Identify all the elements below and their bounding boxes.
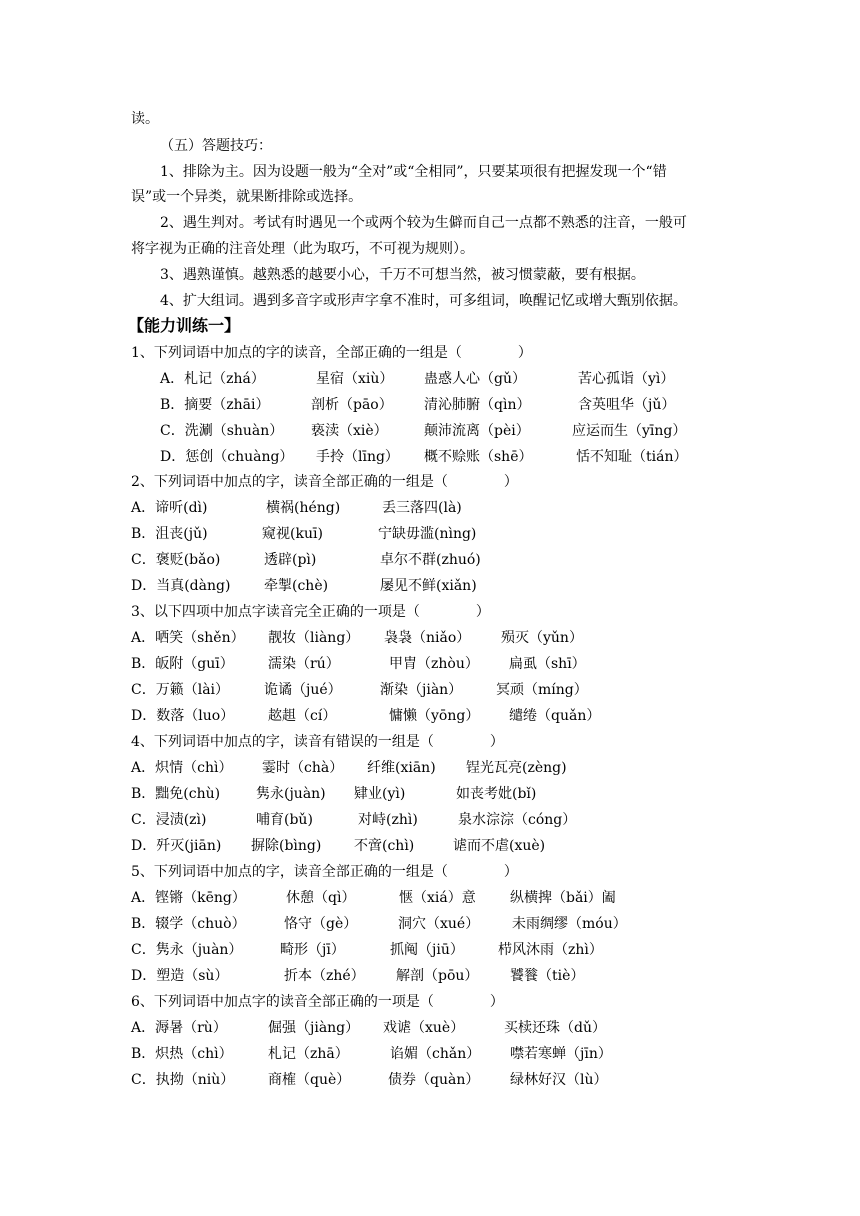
option-item: 绿林好汉（lù）	[510, 1072, 608, 1088]
option-item: 未雨绸缪（móu）	[512, 916, 627, 932]
option-item: 渐染（jiàn）	[380, 682, 463, 698]
question-stem: 6、下列词语中加点字的读音全部正确的一项是（ ）	[131, 994, 504, 1010]
option-item: 哺育(bǔ)	[256, 812, 313, 828]
option-item: 亵渎（xiè）	[311, 423, 388, 439]
option-item: 札记（zhā）	[268, 1046, 349, 1062]
option-item: B．炽热（chì）	[131, 1046, 233, 1062]
option-item: 锃光瓦亮(zèng)	[466, 760, 567, 776]
intro-line-7: 3、遇熟谨慎。越熟悉的越要小心，千万不可想当然，被习惯蒙蔽，要有根据。	[160, 267, 645, 283]
option-item: 窥视(kuī)	[262, 526, 323, 542]
option-item: 卓尔不群(zhuó)	[380, 552, 481, 568]
option-item: D．惩创（chuàng）	[160, 449, 294, 465]
option-item: 畸形（jī）	[280, 942, 345, 958]
option-item: D．数落（luo）	[131, 708, 235, 724]
option-item: 摒除(bìng)	[251, 838, 322, 854]
option-item: 解剖（pōu）	[396, 968, 479, 984]
option-item: 濡染（rú）	[268, 656, 340, 672]
option-item: B．辍学（chuò）	[131, 916, 246, 932]
option-item: 饕餮（tiè）	[510, 968, 585, 984]
intro-line-4: 误”或一个异类，就果断排除或选择。	[131, 189, 363, 205]
intro-line-1: 读。	[131, 111, 159, 127]
option-item: 手拎（līng）	[316, 449, 399, 465]
option-item: 颠沛流离（pèi）	[424, 423, 530, 439]
option-item: 肄业(yì)	[354, 786, 406, 802]
option-item: 甲胄（zhòu）	[389, 656, 479, 672]
option-item: 牵掣(chè)	[264, 578, 329, 594]
option-item: 袅袅（niǎo）	[384, 630, 471, 646]
question-stem: 4、下列词语中加点的字，读音有错误的一组是（ ）	[131, 734, 504, 750]
option-item: 对峙(zhì)	[358, 812, 418, 828]
option-item: 慵懒（yōng）	[389, 708, 480, 724]
option-item: 概不赊账（shē）	[424, 449, 533, 465]
option-item: 诡谲（jué）	[264, 682, 342, 698]
intro-line-5: 2、遇生判对。考试有时遇见一个或两个较为生僻而自己一点都不熟悉的注音，一般可	[160, 215, 687, 231]
option-item: B．黜免(chù)	[131, 786, 221, 802]
option-item: 苦心孤诣（yì）	[578, 371, 675, 387]
option-item: 抓阄（jiū）	[390, 942, 464, 958]
option-item: 休憩（qì）	[286, 890, 356, 906]
option-item: 透辟(pì)	[264, 552, 317, 568]
option-item: A．谛听(dì)	[131, 500, 208, 516]
option-item: 清沁肺腑（qìn）	[424, 397, 531, 413]
option-item: 殒灭（yǔn）	[501, 630, 583, 646]
option-item: C．褒贬(bǎo)	[131, 552, 221, 568]
intro-line-3: 1、排除为主。因为设题一般为“全对”或“全相同”，只要某项很有把握发现一个“错	[160, 164, 667, 180]
option-item: 洞穴（xué）	[398, 916, 480, 932]
option-item: 应运而生（yīng）	[572, 423, 687, 439]
option-item: 倔强（jiàng）	[268, 1020, 360, 1036]
option-item: 宁缺毋滥(nìng)	[378, 526, 477, 542]
intro-line-2: （五）答题技巧：	[160, 138, 272, 154]
option-item: 戏谑（xuè）	[383, 1020, 465, 1036]
option-item: 星宿（xiù）	[316, 371, 394, 387]
option-item: 趑趄（cí）	[268, 708, 337, 724]
option-item: C．浸渍(zì)	[131, 812, 207, 828]
question-stem: 3、以下四项中加点字读音完全正确的一项是（ ）	[131, 604, 490, 620]
option-item: 缱绻（quǎn）	[509, 708, 601, 724]
option-item: 不啻(chì)	[354, 838, 415, 854]
option-item: C．隽永（juàn）	[131, 942, 243, 958]
option-item: A．哂笑（shěn）	[131, 630, 245, 646]
option-item: B．皈附（guī）	[131, 656, 234, 672]
intro-line-6: 将字视为正确的注音处理（此为取巧，不可视为规则）。	[131, 241, 474, 257]
option-item: C．执拗（niù）	[131, 1072, 235, 1088]
option-item: 冥顽（míng）	[496, 682, 588, 698]
option-item: 剖析（pāo）	[311, 397, 393, 413]
option-item: 恬不知耻（tián）	[576, 449, 688, 465]
option-item: 恪守（gè）	[284, 916, 358, 932]
option-item: D．塑造（sù）	[131, 968, 229, 984]
option-item: 蛊惑人心（gǔ）	[424, 371, 526, 387]
option-item: 泉水淙淙（cóng）	[458, 812, 577, 828]
question-stem: 2、下列词语中加点的字，读音全部正确的一组是（ ）	[131, 474, 518, 490]
option-item: 噤若寒蝉（jīn）	[510, 1046, 612, 1062]
option-item: 债券（quàn）	[388, 1072, 480, 1088]
option-item: A．炽情（chì）	[131, 760, 233, 776]
option-item: 纵横捭（bǎi）阖	[510, 890, 616, 906]
option-item: C．万籁（lài）	[131, 682, 230, 698]
option-item: 折本（zhé）	[284, 968, 365, 984]
option-item: D．歼灭(jiān)	[131, 838, 222, 854]
question-stem: 5、下列词语中加点的字，读音全部正确的一组是（ ）	[131, 864, 518, 880]
option-item: B．摘要（zhāi）	[160, 397, 270, 413]
question-stem: 1、下列词语中加点的字的读音，全部正确的一组是（ ）	[131, 345, 532, 361]
option-item: 惬（xiá）意	[399, 890, 476, 906]
option-item: 靓妆（liàng）	[268, 630, 360, 646]
option-item: 屡见不鲜(xiǎn)	[380, 578, 477, 594]
intro-line-8: 4、扩大组词。遇到多音字或形声字拿不准时，可多组词，唤醒记忆或增大甄别依据。	[160, 293, 687, 309]
option-item: 丢三落四(là)	[382, 500, 462, 516]
option-item: 含英咀华（jǔ）	[578, 397, 676, 413]
option-item: 纤维(xiān)	[367, 760, 436, 776]
option-item: B．沮丧(jǔ)	[131, 526, 208, 542]
option-item: 买椟还珠（dǔ）	[504, 1020, 606, 1036]
section-title: 【能力训练一】	[128, 316, 241, 335]
option-item: 如丧考妣(bǐ)	[456, 786, 537, 802]
option-item: 谑而不虐(xuè)	[453, 838, 546, 854]
option-item: 霎时（chà）	[262, 760, 344, 776]
option-item: A．铿锵（kēng）	[131, 890, 246, 906]
option-item: A．札记（zhá）	[160, 371, 265, 387]
option-item: 谄媚（chǎn）	[390, 1046, 481, 1062]
option-item: 横祸(héng)	[266, 500, 341, 516]
option-item: C．洗涮（shuàn）	[160, 423, 284, 439]
option-item: 隽永(juàn)	[256, 786, 326, 802]
option-item: 栉风沐雨（zhì）	[498, 942, 603, 958]
option-item: D．当真(dàng)	[131, 578, 231, 594]
option-item: 商榷（què）	[268, 1072, 351, 1088]
option-item: A．溽暑（rù）	[131, 1020, 227, 1036]
option-item: 扁虱（shī）	[509, 656, 586, 672]
